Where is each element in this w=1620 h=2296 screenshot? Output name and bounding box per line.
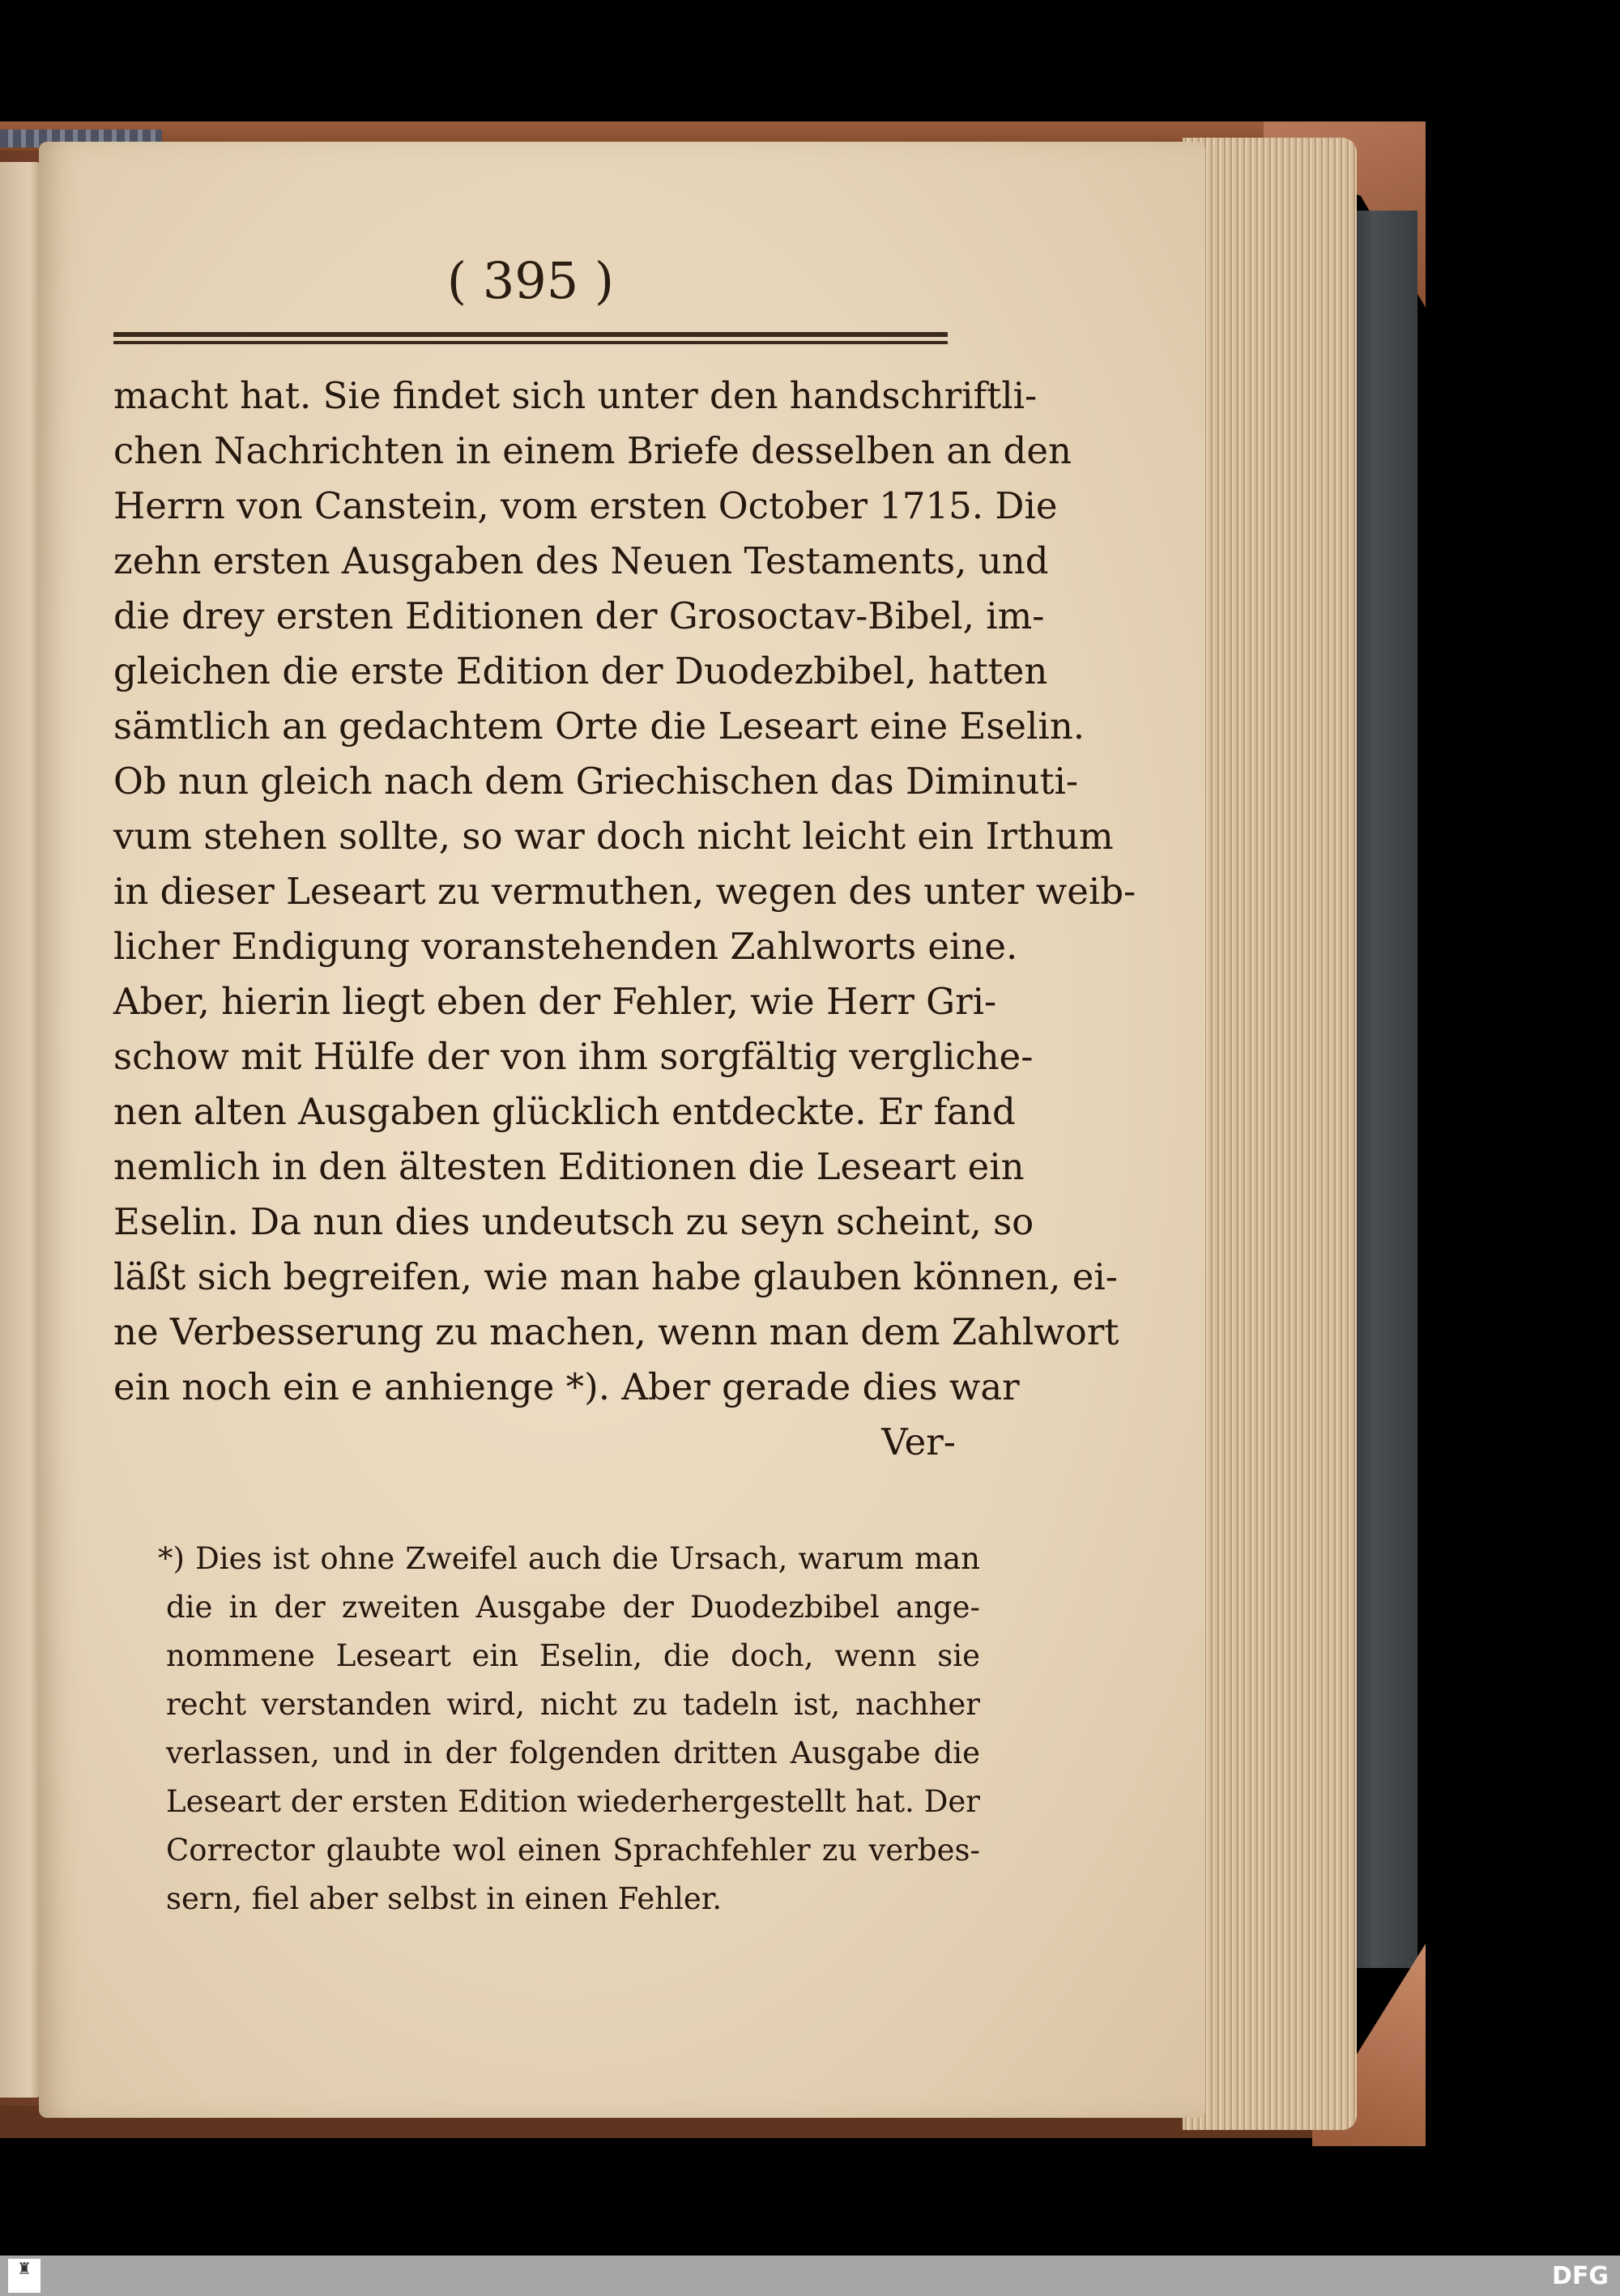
header-rule: [113, 332, 948, 347]
body-line: die drey ersten Editionen der Grosoctav-Bibel, im-: [113, 594, 1045, 637]
dfg-label: DFG: [1551, 2262, 1609, 2290]
body-line: ne Verbesserung zu machen, wenn man dem Zahlwort: [113, 1310, 1119, 1353]
footnote-line: *) Dies ist ohne Zweifel auch die Ursach, warum man: [158, 1541, 980, 1576]
body-line: chen Nachrichten in einem Briefe desselben an den: [113, 429, 1072, 472]
body-line: schow mit Hülfe der von ihm sorgfältig vergliche-: [113, 1035, 1034, 1078]
body-line: sämtlich an gedachtem Orte die Leseart eine Eselin.: [113, 705, 1085, 748]
body-line: Aber, hierin liegt eben der Fehler, wie Herr Gri-: [113, 980, 997, 1023]
body-line: Herrn von Canstein, vom ersten October 1715. Die: [113, 484, 1058, 527]
body-line: nemlich in den ältesten Editionen die Leseart ein: [113, 1145, 1025, 1188]
institution-logo: [8, 2259, 40, 2293]
body-line: macht hat. Sie findet sich unter den handschriftli-: [113, 374, 1038, 417]
body-line: gleichen die erste Edition der Duodezbibel, hatten: [113, 650, 1048, 692]
body-line: ein noch ein e anhienge *). Aber gerade dies war: [113, 1365, 1020, 1408]
footnote-line: recht verstanden wird, nicht zu tadeln ist, nachher: [166, 1687, 980, 1722]
left-page-edge: [0, 162, 42, 2098]
footnote-line: Leseart der ersten Edition wiederhergestellt hat. Der: [166, 1784, 980, 1819]
body-line: läßt sich begreifen, wie man habe glauben können, ei-: [113, 1255, 1118, 1298]
body-line: vum stehen sollte, so war doch nicht leicht ein Irthum: [113, 815, 1114, 858]
header-rule-thick: [113, 332, 948, 337]
footnote-line: nommene Leseart ein Eselin, die doch, wenn sie: [166, 1638, 980, 1673]
body-line: licher Endigung voranstehenden Zahlworts eine.: [113, 925, 1018, 968]
footnote-line: verlassen, und in der folgenden dritten Ausgabe die: [166, 1736, 980, 1770]
body-line: Ob nun gleich nach dem Griechischen das Diminuti-: [113, 760, 1079, 803]
page-number: ( 395 ): [446, 251, 615, 310]
footnote: [158, 1535, 980, 1923]
body-text: [113, 368, 1136, 1470]
body-line: Eselin. Da nun dies undeutsch zu seyn scheint, so: [113, 1200, 1034, 1243]
footnote-line: sern, fiel aber selbst in einen Fehler.: [166, 1881, 723, 1916]
footer-bar: [0, 2256, 1620, 2296]
footnote-line: die in der zweiten Ausgabe der Duodezbibel ange-: [166, 1590, 980, 1625]
footnote-line: Corrector glaubte wol einen Sprachfehler zu verbes-: [166, 1833, 980, 1868]
body-line: zehn ersten Ausgaben des Neuen Testaments, und: [113, 539, 1049, 582]
body-line: in dieser Leseart zu vermuthen, wegen des unter weib-: [113, 870, 1136, 913]
header-rule-thin: [113, 341, 948, 344]
body-line: nen alten Ausgaben glücklich entdeckte. Er fand: [113, 1090, 1016, 1133]
page-block-edges: [1183, 138, 1357, 2130]
institution-logo-icon: ♜: [17, 2259, 32, 2278]
catchword: Ver-: [881, 1421, 956, 1463]
